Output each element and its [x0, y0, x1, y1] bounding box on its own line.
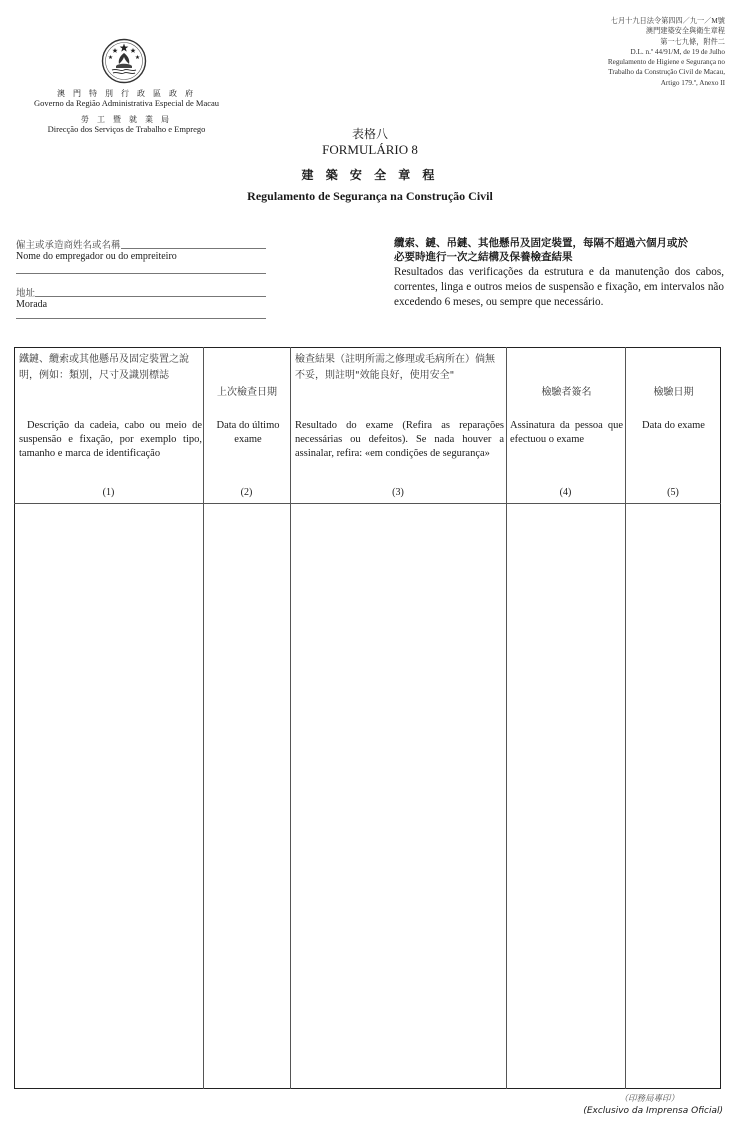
footer-pt: (Exclusivo da Imprensa Oficial): [583, 1106, 723, 1116]
address-label-zh: 地址: [16, 288, 36, 299]
regulation-title-pt: Regulamento de Segurança na Construção Civil: [247, 189, 493, 203]
macau-emblem: [101, 38, 147, 84]
col-header-pt: Data do exame: [642, 420, 705, 431]
legal-ref-line: 七月十九日法令第四四／九一／M號: [610, 17, 725, 25]
employer-label-zh: 僱主或承造商姓名或名稱: [16, 240, 121, 251]
col-header-zh: 檢驗日期: [653, 387, 694, 398]
col-header-pt: Resultado do exame (Refira as reparações necessárias ou defeitos). Se nada houver a assinalar, refira: «em condições de segurança»: [295, 420, 504, 459]
col-number: (4): [559, 487, 572, 498]
employer-field[interactable]: [16, 237, 266, 274]
entry-cell-last-exam-date[interactable]: [204, 504, 289, 1087]
section-heading-pt: Resultados das verificações da estrutura e da manutenção dos cabos, correntes, linga e outros meios de suspensão e fixação, em intervalos não excedendo 6 meses, ou sempre que necessário.: [394, 266, 724, 308]
form-title-pt: FORMULÁRIO 8: [322, 142, 418, 157]
entry-cell-description[interactable]: [15, 504, 202, 1087]
section-heading-zh: [394, 236, 730, 264]
legal-ref-line: Artigo 179.º, Anexo II: [660, 78, 725, 87]
col-header-1: [19, 352, 200, 384]
col-header-zh: 檢查結果（註明所需之修理或毛病所在）倘無不妥，則註明"效能良好，使用安全": [295, 354, 495, 381]
employer-line-2: [16, 273, 266, 274]
legal-ref-line: D.L. n.º 44/91/M, de 19 de Julho: [630, 47, 725, 56]
address-field[interactable]: [16, 285, 266, 319]
col-header-zh: 鐵鏈、纜索或其他懸吊及固定裝置之說明，例如：類別，尺寸及識別標誌: [19, 354, 189, 381]
legal-reference: [505, 16, 725, 88]
col-header-zh: 檢驗者簽名: [541, 387, 592, 398]
section-heading-zh-line: 必要時進行一次之結構及保養檢查結果: [394, 251, 573, 263]
entry-cell-signature[interactable]: [507, 504, 624, 1087]
legal-ref-line: 澳門建築安全與衛生章程: [645, 27, 725, 36]
col-number: (1): [102, 487, 115, 498]
col-header-pt: Assinatura da pessoa que efectuou o exame: [510, 420, 623, 445]
government-name-zh: 澳 門 特 別 行 政 區 政 府: [57, 89, 196, 98]
legal-ref-line: Trabalho da Construção Civil de Macau,: [608, 68, 725, 77]
department-name-pt: Direcção dos Serviços de Trabalho e Emprego: [47, 124, 206, 134]
entry-cell-exam-date[interactable]: [626, 504, 720, 1087]
employer-label-pt: Nome do empregador ou do empreiteiro: [16, 251, 177, 262]
legal-ref-line: Regulamento de Higiene e Segurança no: [607, 58, 725, 67]
address-label-pt: Morada: [16, 299, 48, 310]
address-line: [35, 296, 266, 297]
col-number: (2): [240, 487, 253, 498]
footer-zh: （印務局專印）: [619, 1094, 679, 1104]
section-heading-zh-line: 纜索、鏈、吊鏈、其他懸吊及固定裝置，每隔不超過六個月或於: [394, 237, 688, 249]
form-title-zh: 表格八: [351, 127, 388, 141]
col-number: (5): [667, 487, 679, 498]
department-name-zh: 勞 工 暨 就 業 局: [81, 115, 172, 124]
legal-ref-line: 第一七九條，附件二: [660, 37, 725, 46]
government-name-pt: Governo da Região Administrativa Especial de Macau: [33, 98, 220, 108]
col-header-pt: Descrição da cadeia, cabo ou meio de suspensão e fixação, por exemplo tipo, tamanho e marca de identificação: [19, 420, 202, 459]
emblem-icon: [101, 38, 147, 84]
col-header-zh: 上次檢查日期: [217, 387, 277, 398]
entry-cell-result[interactable]: [291, 504, 505, 1087]
address-line-2: [16, 318, 266, 319]
employer-line: [121, 248, 266, 249]
col-number: (3): [392, 487, 404, 498]
col-header-pt: Data do último exame: [216, 420, 280, 445]
regulation-title-zh: 建 築 安 全 章 程: [301, 168, 439, 182]
